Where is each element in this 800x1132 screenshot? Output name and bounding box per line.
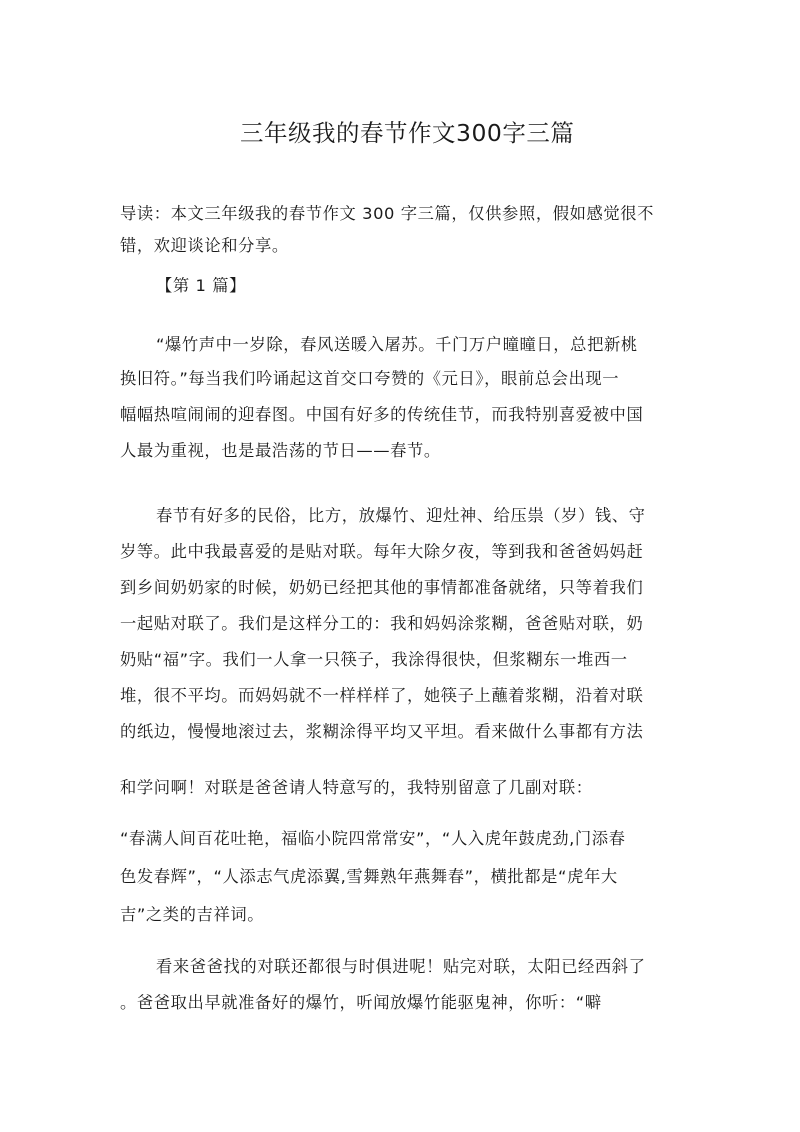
paragraph-line: 幅幅热喧闹闹的迎春图。中国有好多的传统佳节，而我特别喜爱被中国 (120, 405, 644, 424)
paragraph-line: 色发春辉”，“人添志气虎添翼,雪舞熟年燕舞春”，横批都是“虎年大 (120, 867, 618, 886)
paragraph-line: 看来爸爸找的对联还都很与时俱进呢！贴完对联，太阳已经西斜了 (156, 957, 646, 976)
intro-line: 导读：本文三年级我的春节作文 300 字三篇，仅供参照，假如感觉很不 (120, 204, 654, 223)
paragraph-line: 一起贴对联了。我们是这样分工的：我和妈妈涂浆糊，爸爸贴对联，奶 (120, 614, 644, 633)
intro-line: 错，欢迎谈论和分享。 (120, 236, 289, 255)
paragraph-line: 到乡间奶奶家的时候，奶奶已经把其他的事情都准备就绪，只等着我们 (120, 578, 644, 597)
paragraph-line: 人最为重视，也是最浩荡的节日——春节。 (120, 441, 441, 460)
paragraph-line: 堆，很不平均。而妈妈就不一样样样了，她筷子上蘸着浆糊，沿着对联 (120, 686, 644, 705)
paragraph-line: 换旧符。”每当我们吟诵起这首交口夸赞的《元日》，眼前总会出现一 (120, 369, 620, 388)
paragraph-line: 奶贴“福”字。我们一人拿一只筷子，我涂得很快，但浆糊东一堆西一 (120, 650, 628, 669)
paragraph-line: 春节有好多的民俗，比方，放爆竹、迎灶神、给压祟（岁）钱、守 (156, 506, 646, 525)
paragraph-line: 吉”之类的吉祥词。 (120, 905, 265, 924)
section-heading: 【第 1 篇】 (156, 276, 247, 295)
paragraph-line: “爆竹声中一岁除，春风送暖入屠苏。千门万户曈曈日，总把新桃 (156, 335, 638, 354)
paragraph-line: 和学问啊！对联是爸爸请人特意写的，我特别留意了几副对联： (120, 778, 593, 797)
paragraph-line: “春满人间百花吐艳，福临小院四常常安”，“人入虎年鼓虎劲,门添春 (120, 829, 626, 848)
document-title: 三年级我的春节作文300字三篇 (240, 119, 575, 147)
paragraph-line: 岁等。此中我最喜爱的是贴对联。每年大除夕夜，等到我和爸爸妈妈赶 (120, 542, 644, 561)
paragraph-line: 。爸爸取出早就准备好的爆竹，听闻放爆竹能驱鬼神，你听：“噼 (120, 993, 602, 1012)
paragraph-line: 的纸边，慢慢地滚过去，浆糊涂得平均又平坦。看来做什么事都有方法 (120, 722, 644, 741)
